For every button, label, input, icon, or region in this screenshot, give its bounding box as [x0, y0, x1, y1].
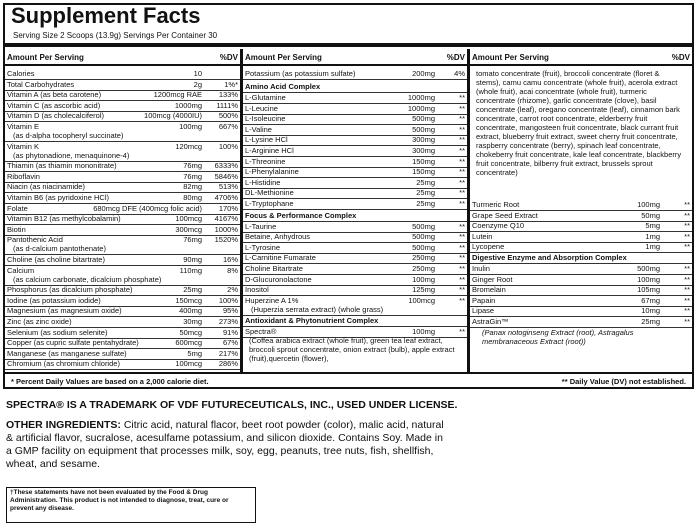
nutrient-source: (as calcium carbonate, dicalcium phosphate) — [13, 274, 162, 284]
nutrient-name: Manganese (as manganese sulfate) — [7, 348, 127, 358]
nutrient-amount: 80mg — [183, 193, 202, 202]
nutrient-row — [470, 221, 692, 232]
nutrient-amount: 150mg — [412, 156, 435, 166]
nutrient-row — [470, 264, 692, 275]
nutrient-row — [243, 114, 467, 125]
nutrient-row — [5, 204, 240, 215]
section-title-text: Focus & Performance Complex — [245, 210, 357, 220]
nutrient-name: Vitamin E — [7, 122, 39, 131]
nutrient-dv: ** — [459, 232, 465, 242]
nutrient-name: Huperzine A 1% — [245, 295, 299, 305]
nutrient-dv: ** — [459, 103, 465, 113]
nutrient-row — [5, 338, 240, 349]
nutrient-amount: 100mg — [637, 274, 660, 284]
nutrient-row — [243, 222, 467, 233]
nutrient-row — [5, 69, 240, 80]
nutrient-row — [470, 317, 692, 328]
nutrient-row — [243, 296, 467, 316]
other-ingredients-text: Citric acid, natural flacor, beet root powder (color), malic acid, natural & artificial flavor, sucralose, acesulfame potassium, and silicon dioxide. Contains Soy. Made in a GMP facility on equipment that processes milk, soy, egg, peanuts, tree nuts, fish, shellfish, wheat, and sesame. — [6, 419, 444, 470]
nutrient-amount: 50mg — [641, 210, 660, 220]
nutrient-amount: 125mg — [412, 285, 435, 295]
nutrient-name: Total Carbohydrates — [7, 79, 75, 89]
nutrient-dv: ** — [459, 177, 465, 187]
nutrient-name: D-Glucuronolactone — [245, 274, 312, 284]
nutrient-dv: ** — [684, 200, 690, 209]
nutrient-amount: 600mcg — [175, 338, 202, 348]
nutrient-row — [5, 111, 240, 122]
nutrient-row — [243, 167, 467, 178]
other-ingredients-label: OTHER INGREDIENTS: — [6, 419, 121, 431]
nutrient-amount: 50mcg — [179, 327, 202, 337]
nutrient-dv: 1111% — [216, 100, 238, 110]
nutrient-amount: 25mg — [183, 285, 202, 295]
nutrient-amount: 76mg — [183, 161, 202, 171]
nutrient-row — [5, 193, 240, 204]
other-ingredients — [6, 419, 446, 471]
serving-info: Serving Size 2 Scoops (13.9g) Servings Per Container 30 — [13, 31, 218, 40]
nutrient-amount: 30mg — [183, 317, 202, 326]
nutrient-name: Calories — [7, 69, 35, 78]
nutrient-name: L-Valine — [245, 124, 272, 134]
nutrient-amount: 500mg — [412, 242, 435, 252]
nutrient-amount: 67mg — [641, 295, 660, 305]
nutrient-dv: 4167% — [214, 214, 238, 224]
nutrient-amount: 90mg — [183, 255, 202, 264]
nutrient-amount: 150mg — [412, 167, 435, 177]
nutrient-name: Riboflavin — [7, 171, 40, 181]
column-header: Amount Per Serving %DV — [470, 52, 692, 66]
nutrient-row — [470, 285, 692, 296]
nutrient-row — [243, 199, 467, 210]
nutrient-amount: 1mg — [645, 231, 660, 241]
nutrient-amount: 680mcg DFE (400mcg folic acid) — [93, 203, 202, 213]
nutrient-dv: ** — [459, 264, 465, 273]
nutrient-dv: ** — [459, 167, 465, 177]
section-title — [243, 82, 467, 93]
nutrient-row — [5, 359, 240, 370]
nutrient-amount: 300mcg — [175, 224, 202, 234]
nutrient-name: DL-Methionine — [245, 188, 294, 198]
nutrient-dv: ** — [459, 295, 465, 305]
nutrient-dv: 667% — [218, 122, 238, 131]
column-header: Amount Per Serving %DV — [243, 52, 467, 66]
nutrient-dv: ** — [459, 326, 465, 336]
nutrient-row — [243, 253, 467, 264]
nutrient-row — [243, 178, 467, 189]
nutrient-amount: 2g — [193, 79, 202, 89]
nutrient-dv: ** — [459, 135, 465, 145]
nutrient-source: (as phytonadione, menaquinone-4) — [13, 150, 130, 160]
nutrient-amount: 82mg — [183, 182, 202, 192]
nutrient-amount: 500mg — [412, 114, 435, 124]
nutrient-amount: 5mg — [187, 348, 202, 358]
nutrient-name: Lipase — [472, 306, 495, 316]
nutrient-name: Vitamin A (as beta carotene) — [7, 90, 102, 100]
nutrient-name: L-Taurine — [245, 221, 277, 231]
nutrient-amount: 250mg — [412, 253, 435, 263]
nutrient-name: Betaine, Anhydrous — [245, 232, 311, 242]
section-title-text: Digestive Enzyme and Absorption Complex — [472, 253, 627, 262]
nutrient-name: Magnesium (as magnesium oxide) — [7, 306, 122, 316]
nutrient-dv: 1%* — [224, 79, 238, 89]
nutrient-name: L-Threonine — [245, 156, 286, 166]
nutrient-name: Zinc (as zinc oxide) — [7, 317, 72, 326]
nutrient-dv: 100% — [218, 141, 238, 151]
nutrient-amount: 110mg — [179, 265, 202, 275]
nutrient-dv: ** — [459, 188, 465, 198]
nutrient-name: Lutein — [472, 231, 493, 241]
nutrient-name: Chromium (as chromium chloride) — [7, 359, 120, 369]
nutrient-dv: ** — [684, 264, 690, 273]
nutrient-row — [470, 275, 692, 286]
nutrient-row — [5, 235, 240, 255]
nutrient-amount: 76mg — [183, 235, 202, 245]
nutrient-row — [470, 242, 692, 253]
nutrient-dv: 16% — [222, 255, 238, 264]
nutrient-amount: 200mg — [412, 69, 435, 78]
nutrient-amount: 300mg — [412, 135, 435, 145]
nutrient-row — [470, 232, 692, 243]
nutrient-name: L-Carnitine Fumarate — [245, 253, 316, 263]
nutrient-dv: ** — [684, 210, 690, 220]
nutrient-row — [5, 172, 240, 183]
nutrient-amount: 25mg — [416, 188, 435, 198]
nutrient-dv: ** — [684, 221, 690, 231]
nutrient-dv: ** — [684, 317, 690, 326]
nutrient-name: L-Lysine HCl — [245, 135, 288, 145]
nutrient-dv: 1520% — [214, 235, 238, 245]
nutrient-row — [243, 285, 467, 296]
nutrient-row — [5, 266, 240, 286]
nutrient-name: Lycopene — [472, 242, 505, 252]
nutrient-row — [243, 69, 467, 80]
nutrient-row — [5, 214, 240, 225]
nutrient-dv: 513% — [218, 182, 238, 192]
nutrient-dv: ** — [459, 285, 465, 295]
nutrient-dv: 6333% — [214, 161, 238, 171]
nutrient-dv: 170% — [218, 203, 238, 213]
nutrient-row — [5, 122, 240, 142]
nutrient-row — [5, 90, 240, 101]
nutrient-source: (as d-calcium pantothenate) — [13, 244, 106, 254]
nutrient-dv: 95% — [222, 306, 238, 316]
nutrient-row — [243, 104, 467, 115]
nutrient-source: (as d-alpha tocopheryl succinate) — [13, 131, 124, 140]
column-header: Amount Per Serving %DV — [5, 52, 240, 66]
nutrient-row — [470, 296, 692, 307]
nutrient-row — [470, 211, 692, 222]
ingredient-text: tomato concentrate (fruit), broccoli concentrate (floret & stems), camu camu concentrate (whole fruit), acerola extract (whole fruit), acai concentrate (whole fruit), turmeric concentrate (rhizome), garlic concentrate (clove), basil concentrate (leaf), oregano concentrate (leaf), cinnamon bark concentrate, carrot root concentrate, elderberry fruit concentrate, mangosteen fruit concentrate, black currant fruit extract, blueberry fruit extract, sweet cherry fruit concentrate, raspberry concentrate (berry), spinach leaf concentrate, chokeberry fruit concentrate, kale leaf concentrate, blackberry fruit concentrate, bilberry fruit extract, brussels sprout concentrate) — [476, 69, 682, 177]
nutrient-amount: 100mg — [412, 326, 435, 336]
nutrient-dv: 8% — [227, 265, 238, 275]
nutrient-name: AstraGin™ — [472, 317, 509, 326]
nutrient-amount: 100mcg (4000IU) — [144, 111, 202, 121]
nutrient-row — [5, 182, 240, 193]
nutrient-name: Inositol — [245, 285, 269, 295]
nutrient-amount: 400mg — [179, 306, 202, 316]
nutrient-row — [5, 328, 240, 339]
nutrient-row — [243, 146, 467, 157]
nutrient-name: Vitamin B12 (as methylcobalamin) — [7, 214, 121, 224]
nutrient-row — [243, 264, 467, 275]
nutrient-amount: 76mg — [183, 171, 202, 181]
nutrient-dv: 4% — [454, 69, 465, 78]
nutrient-dv: ** — [684, 231, 690, 241]
nutrient-name: Iodine (as potassium iodide) — [7, 295, 101, 305]
nutrient-row — [470, 306, 692, 317]
nutrient-amount: 1mg — [645, 242, 660, 252]
nutrient-dv: 133% — [218, 90, 238, 100]
nutrient-dv: ** — [459, 199, 465, 208]
nutrient-name: L-Tyrosine — [245, 242, 281, 252]
nutrient-name: L-Tryptophane — [245, 199, 294, 208]
nutrient-dv: 4706% — [214, 193, 238, 202]
nutrient-dv: ** — [459, 221, 465, 231]
nutrient-name: L-Arginine HCl — [245, 146, 294, 155]
nutrient-amount: 500mg — [412, 124, 435, 134]
nutrient-name: Papain — [472, 295, 496, 305]
nutrient-name: Spectra® — [245, 326, 277, 336]
nutrient-amount: 100mcg — [175, 214, 202, 224]
nutrient-amount: 105mg — [637, 285, 660, 295]
nutrient-name: Coenzyme Q10 — [472, 221, 525, 231]
nutrient-row — [243, 125, 467, 136]
nutrient-amount: 10 — [193, 69, 202, 78]
section-title — [243, 211, 467, 222]
nutrient-name: Potassium (as potassium sulfate) — [245, 69, 356, 78]
ingredient-text: (Panax notoginseng Extract (root), Astragalus membranaceous Extract (root)) — [482, 327, 634, 346]
nutrient-row — [5, 142, 240, 162]
nutrient-name: Copper (as cupric sulfate pentahydrate) — [7, 338, 139, 348]
nutrient-dv: ** — [459, 93, 465, 102]
nutrient-dv: ** — [684, 306, 690, 316]
nutrient-name: Niacin (as niacinamide) — [7, 182, 85, 192]
nutrient-name: Turmeric Root — [472, 200, 520, 209]
nutrient-name: Phosphorus (as dicalcium phosphate) — [7, 285, 133, 295]
nutrient-dv: ** — [459, 253, 465, 263]
nutrient-amount: 25mg — [416, 177, 435, 187]
nutrient-amount: 250mg — [412, 264, 435, 273]
nutrient-name: Thiamin (as thiamin mononitrate) — [7, 161, 117, 171]
supplement-facts-panel — [3, 3, 694, 389]
nutrient-row — [243, 275, 467, 286]
nutrient-row — [243, 135, 467, 146]
nutrient-dv: 273% — [218, 317, 238, 326]
nutrient-amount: 100mg — [637, 200, 660, 209]
nutrient-name: Bromelain — [472, 285, 506, 295]
nutrient-dv: 1000% — [214, 224, 238, 234]
top-rule — [5, 43, 692, 47]
nutrient-row — [243, 93, 467, 104]
section-title — [470, 253, 692, 264]
nutrient-name: L-Phenylalanine — [245, 167, 299, 177]
section-title-text: Antioxidant & Phytonutrient Complex — [245, 315, 379, 325]
nutrient-dv: 500% — [218, 111, 238, 121]
nutrient-amount: 500mg — [412, 232, 435, 242]
footnote-bar — [5, 372, 692, 389]
nutrient-row — [5, 317, 240, 328]
nutrient-source: (Huperzia serrata extract) (whole grass) — [251, 304, 384, 314]
nutrient-row — [5, 80, 240, 91]
nutrient-row — [243, 157, 467, 168]
nutrient-dv: ** — [459, 274, 465, 284]
nutrient-name: Calcium — [7, 265, 35, 275]
nutrient-dv: 2% — [227, 285, 238, 295]
nutrient-name: Biotin — [7, 224, 26, 234]
nutrient-name: Ginger Root — [472, 274, 513, 284]
nutrient-name: Grape Seed Extract — [472, 210, 538, 220]
nutrient-row — [5, 161, 240, 172]
nutrient-name: Vitamin C (as ascorbic acid) — [7, 100, 101, 110]
nutrient-dv: ** — [684, 274, 690, 284]
nutrient-dv: ** — [459, 156, 465, 166]
nutrient-row — [5, 225, 240, 236]
nutrient-name: Vitamin K — [7, 141, 39, 151]
nutrient-dv: ** — [459, 146, 465, 155]
nutrient-name: Inulin — [472, 264, 490, 273]
nutrient-amount: 100mg — [412, 274, 435, 284]
trademark-notice: SPECTRA® IS A TRADEMARK OF VDF FUTURECEUTICALS, INC., USED UNDER LICENSE. — [6, 399, 458, 411]
nutrient-amount: 1000mg — [407, 103, 435, 113]
nutrient-amount: 5mg — [645, 221, 660, 231]
nutrient-dv: ** — [684, 285, 690, 295]
nutrient-dv: 67% — [222, 338, 238, 348]
nutrient-dv: ** — [459, 124, 465, 134]
nutrient-name: L-Glutamine — [245, 93, 286, 102]
nutrient-name: Choline Bitartrate — [245, 264, 303, 273]
nutrient-dv: 286% — [218, 359, 238, 369]
footnote-not-established: ** Daily Value (DV) not established. — [561, 377, 686, 386]
nutrient-name: Choline (as choline bitartrate) — [7, 255, 105, 264]
nutrient-amount: 300mg — [412, 146, 435, 155]
nutrient-amount: 500mg — [412, 221, 435, 231]
nutrient-row — [5, 101, 240, 112]
nutrient-name: L-Leucine — [245, 103, 278, 113]
fda-disclaimer: †These statements have not been evaluated by the Food & Drug Administration. This product is not intended to diagnose, treat, cure or prevent any disease. — [6, 487, 256, 523]
nutrient-name: Selenium (as sodium selenite) — [7, 327, 108, 337]
nutrient-amount: 25mg — [416, 199, 435, 208]
nutrient-name: Vitamin D (as cholecalciferol) — [7, 111, 104, 121]
nutrient-name: L-Histidine — [245, 177, 281, 187]
nutrient-name: Vitamin B6 (as pyridoxine HCl) — [7, 193, 109, 202]
nutrient-name: L-Isoleucine — [245, 114, 286, 124]
nutrient-dv: ** — [459, 114, 465, 124]
nutrient-name: Folate — [7, 203, 28, 213]
nutrient-amount: 25mg — [641, 317, 660, 326]
nutrient-amount: 1000mg — [174, 100, 202, 110]
nutrient-amount: 500mg — [637, 264, 660, 273]
nutrient-name: Pantothenic Acid — [7, 235, 63, 245]
nutrient-row — [243, 188, 467, 199]
nutrient-amount: 120mcg — [175, 141, 202, 151]
nutrient-amount: 1200mcg RAE — [153, 90, 202, 100]
nutrient-dv: ** — [684, 242, 690, 252]
nutrient-dv: ** — [684, 295, 690, 305]
nutrient-amount: 100mcg — [175, 359, 202, 369]
nutrient-row — [243, 232, 467, 243]
nutrient-amount: 10mg — [641, 306, 660, 316]
nutrient-row — [5, 306, 240, 317]
nutrient-dv: 5846% — [214, 171, 238, 181]
nutrient-row — [5, 349, 240, 360]
nutrient-row — [5, 255, 240, 266]
nutrient-amount: 100mcg — [408, 295, 435, 305]
nutrient-row — [470, 200, 692, 211]
nutrient-row — [5, 285, 240, 296]
nutrient-dv: 217% — [218, 348, 238, 358]
section-title — [243, 316, 467, 327]
nutrient-dv: 91% — [222, 327, 238, 337]
nutrient-amount: 150mcg — [175, 295, 202, 305]
panel-title: Supplement Facts — [11, 3, 201, 28]
nutrient-dv: 100% — [218, 295, 238, 305]
nutrient-amount: 100mg — [179, 122, 202, 131]
nutrient-row — [5, 296, 240, 307]
ingredient-text: (Coffea arabica extract (whole fruit), green tea leaf extract, broccoli sprout concentrate, onion extract (bulb), apple extract (fruit),quercetin (flower), — [249, 335, 455, 363]
nutrient-dv: ** — [459, 242, 465, 252]
nutrient-amount: 1000mg — [407, 93, 435, 102]
footnote-dv: * Percent Daily Values are based on a 2,000 calorie diet. — [11, 377, 209, 386]
section-title-text: Amino Acid Complex — [245, 82, 321, 91]
nutrient-row — [243, 243, 467, 254]
